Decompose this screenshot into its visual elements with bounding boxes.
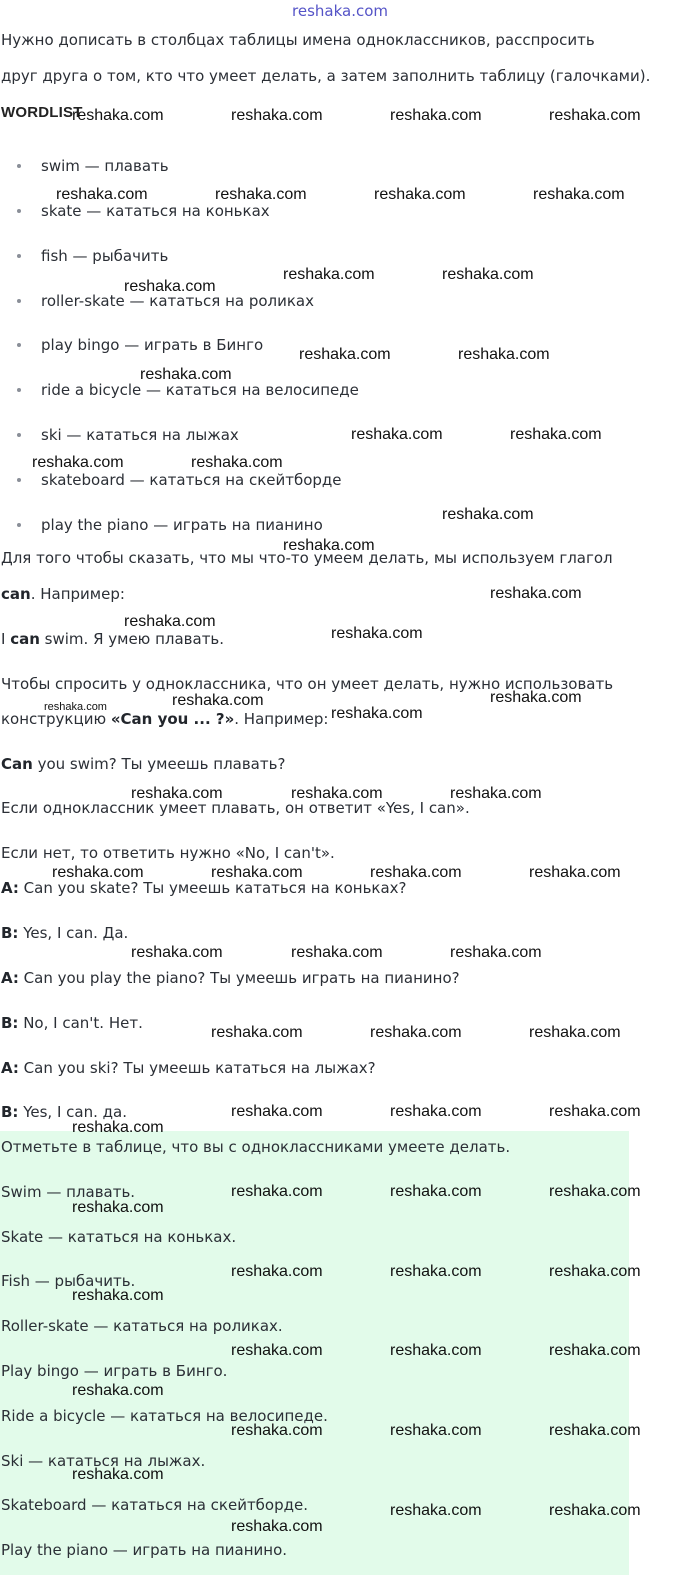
watermark-text: reshaka.com <box>529 864 621 881</box>
dialogue-line <box>1 1016 143 1031</box>
watermark-text: reshaka.com <box>549 1103 641 1120</box>
wordlist-item: play the piano — играть на пианино <box>41 516 323 534</box>
watermark-text: reshaka.com <box>283 266 375 283</box>
dialogue-line <box>1 881 407 896</box>
watermark-text: reshaka.com <box>44 701 107 713</box>
watermark-text: reshaka.com <box>331 625 423 642</box>
explanation-line-2 <box>1 587 125 602</box>
example-text: I <box>1 630 11 648</box>
watermark-text: reshaka.com <box>72 1199 164 1216</box>
bullet-dot <box>17 343 21 347</box>
watermark-text: reshaka.com <box>331 705 423 722</box>
watermark-text: reshaka.com <box>390 1342 482 1359</box>
speaker-label: B: <box>1 1014 19 1032</box>
dialogue-text: Can you ski? Ты умеешь кататься на лыжах? <box>18 1059 376 1077</box>
watermark-text: reshaka.com <box>72 1382 164 1399</box>
speaker-label: A: <box>1 969 19 987</box>
watermark-text: reshaka.com <box>131 785 223 802</box>
watermark-text: reshaka.com <box>533 186 625 203</box>
watermark-text: reshaka.com <box>231 1183 323 1200</box>
watermark-text: reshaka.com <box>450 785 542 802</box>
intro-line-2: друг друга о том, кто что умеет делать, а затем заполнить таблицу (галочками). <box>1 67 651 85</box>
watermark-text: reshaka.com <box>529 1024 621 1041</box>
dialogue-line <box>1 971 460 986</box>
watermark-text: reshaka.com <box>52 864 144 881</box>
watermark-text: reshaka.com <box>291 944 383 961</box>
dialogue-text: Yes, I can. да. <box>18 1103 127 1121</box>
wordlist-item: ride a bicycle — кататься на велосипеде <box>41 381 359 399</box>
explanation-text: . Например: <box>30 585 125 603</box>
watermark-text: reshaka.com <box>351 426 443 443</box>
wordlist-item: skateboard — кататься на скейтборде <box>41 471 342 489</box>
watermark-text: reshaka.com <box>390 1103 482 1120</box>
watermark-text: reshaka.com <box>390 1183 482 1200</box>
watermark-text: reshaka.com <box>231 107 323 124</box>
bullet-dot <box>17 164 21 168</box>
watermark-text: reshaka.com <box>549 1502 641 1519</box>
watermark-text: reshaka.com <box>72 1287 164 1304</box>
bullet-dot <box>17 388 21 392</box>
explanation-text: конструкцию <box>1 710 111 728</box>
watermark-text: reshaka.com <box>549 1342 641 1359</box>
table-row: Swim — плавать. <box>1 1183 136 1201</box>
dialogue-text: Can you play the piano? Ты умеешь играть на пианино? <box>18 969 460 987</box>
watermark-text: reshaka.com <box>370 864 462 881</box>
watermark-text: reshaka.com <box>390 1422 482 1439</box>
keyword-can: can <box>1 585 31 603</box>
watermark-text: reshaka.com <box>231 1103 323 1120</box>
bullet-dot <box>17 478 21 482</box>
watermark-text: reshaka.com <box>450 944 542 961</box>
watermark-text: reshaka.com <box>211 1024 303 1041</box>
wordlist-item: play bingo — играть в Бинго <box>41 336 264 354</box>
table-row: Play bingo — играть в Бинго. <box>1 1362 228 1380</box>
explanation-line-4: Чтобы спросить у одноклассника, что он умеет делать, нужно использовать <box>1 675 614 693</box>
bullet-dot <box>17 433 21 437</box>
bullet-dot <box>17 254 21 258</box>
table-row: Fish — рыбачить. <box>1 1272 136 1290</box>
wordlist-item: ski — кататься на лыжах <box>41 426 239 444</box>
dialogue-text: Can you skate? Ты умеешь кататься на коньках? <box>18 879 407 897</box>
dialogue-text: No, I can't. Нет. <box>18 1014 143 1032</box>
watermark-text: reshaka.com <box>549 107 641 124</box>
explanation-line-8: Если нет, то ответить нужно «No, I can't». <box>1 844 335 862</box>
watermark-text: reshaka.com <box>549 1183 641 1200</box>
watermark-text: reshaka.com <box>510 426 602 443</box>
watermark-text: reshaka.com <box>390 1263 482 1280</box>
table-row: Ski — кататься на лыжах. <box>1 1452 206 1470</box>
watermark-text: reshaka.com <box>370 1024 462 1041</box>
watermark-text: reshaka.com <box>72 1119 164 1136</box>
example-line <box>1 632 224 647</box>
watermark-text: reshaka.com <box>32 454 124 471</box>
example-text: you swim? Ты умеешь плавать? <box>32 755 286 773</box>
watermark-text: reshaka.com <box>458 346 550 363</box>
watermark-text: reshaka.com <box>231 1342 323 1359</box>
table-row: Skate — кататься на коньках. <box>1 1228 237 1246</box>
watermark-text: reshaka.com <box>442 506 534 523</box>
table-row: Play the piano — играть на пианино. <box>1 1541 288 1559</box>
site-title-link[interactable]: reshaka.com <box>292 2 388 20</box>
watermark-text: reshaka.com <box>72 107 164 124</box>
watermark-text: reshaka.com <box>172 692 264 709</box>
watermark-text: reshaka.com <box>131 944 223 961</box>
watermark-text: reshaka.com <box>140 366 232 383</box>
watermark-text: reshaka.com <box>56 186 148 203</box>
watermark-text: reshaka.com <box>191 454 283 471</box>
speaker-label: B: <box>1 1103 19 1121</box>
example-question <box>1 757 285 772</box>
dialogue-line <box>1 1061 376 1076</box>
bullet-dot <box>17 299 21 303</box>
watermark-text: reshaka.com <box>283 537 375 554</box>
explanation-line-7: Если одноклассник умеет плавать, он ответит «Yes, I can». <box>1 799 470 817</box>
speaker-label: A: <box>1 879 19 897</box>
watermark-text: reshaka.com <box>215 186 307 203</box>
explanation-text: . Например: <box>234 710 329 728</box>
table-row: Roller-skate — кататься на роликах. <box>1 1317 283 1335</box>
watermark-text: reshaka.com <box>72 1466 164 1483</box>
watermark-text: reshaka.com <box>231 1422 323 1439</box>
table-row: Skateboard — кататься на скейтборде. <box>1 1496 309 1514</box>
keyword-can: can <box>10 630 40 648</box>
watermark-text: reshaka.com <box>442 266 534 283</box>
wordlist-item: skate — кататься на коньках <box>41 202 270 220</box>
wordlist-item: fish — рыбачить <box>41 247 169 265</box>
watermark-text: reshaka.com <box>390 107 482 124</box>
watermark-text: reshaka.com <box>374 186 466 203</box>
dialogue-line <box>1 1105 127 1120</box>
keyword-can-you: «Can you ... ?» <box>110 710 235 728</box>
watermark-text: reshaka.com <box>549 1422 641 1439</box>
explanation-line-1: Для того чтобы сказать, что мы что-то умеем делать, мы используем глагол <box>1 549 613 567</box>
table-row: Ride a bicycle — кататься на велосипеде. <box>1 1407 328 1425</box>
example-text: swim. Я умею плавать. <box>39 630 225 648</box>
table-instruction: Отметьте в таблице, что вы с одноклассниками умеете делать. <box>1 1138 511 1156</box>
watermark-text: reshaka.com <box>299 346 391 363</box>
watermark-text: reshaka.com <box>549 1263 641 1280</box>
intro-line-1: Нужно дописать в столбцах таблицы имена одноклассников, расспросить <box>1 31 595 49</box>
watermark-text: reshaka.com <box>124 278 216 295</box>
watermark-text: reshaka.com <box>291 785 383 802</box>
watermark-text: reshaka.com <box>490 585 582 602</box>
watermark-text: reshaka.com <box>231 1518 323 1535</box>
explanation-line-5 <box>1 712 328 727</box>
bullet-dot <box>17 209 21 213</box>
keyword-can: Can <box>1 755 33 773</box>
watermark-text: reshaka.com <box>490 689 582 706</box>
wordlist-item: swim — плавать <box>41 157 169 175</box>
dialogue-text: Yes, I can. Да. <box>18 924 129 942</box>
wordlist-heading: WORDLIST <box>1 104 83 121</box>
watermark-text: reshaka.com <box>124 613 216 630</box>
watermark-text: reshaka.com <box>211 864 303 881</box>
watermark-text: reshaka.com <box>390 1502 482 1519</box>
bullet-dot <box>17 523 21 527</box>
dialogue-line <box>1 926 128 941</box>
wordlist-item: roller-skate — кататься на роликах <box>41 292 315 310</box>
speaker-label: B: <box>1 924 19 942</box>
speaker-label: A: <box>1 1059 19 1077</box>
watermark-text: reshaka.com <box>231 1263 323 1280</box>
